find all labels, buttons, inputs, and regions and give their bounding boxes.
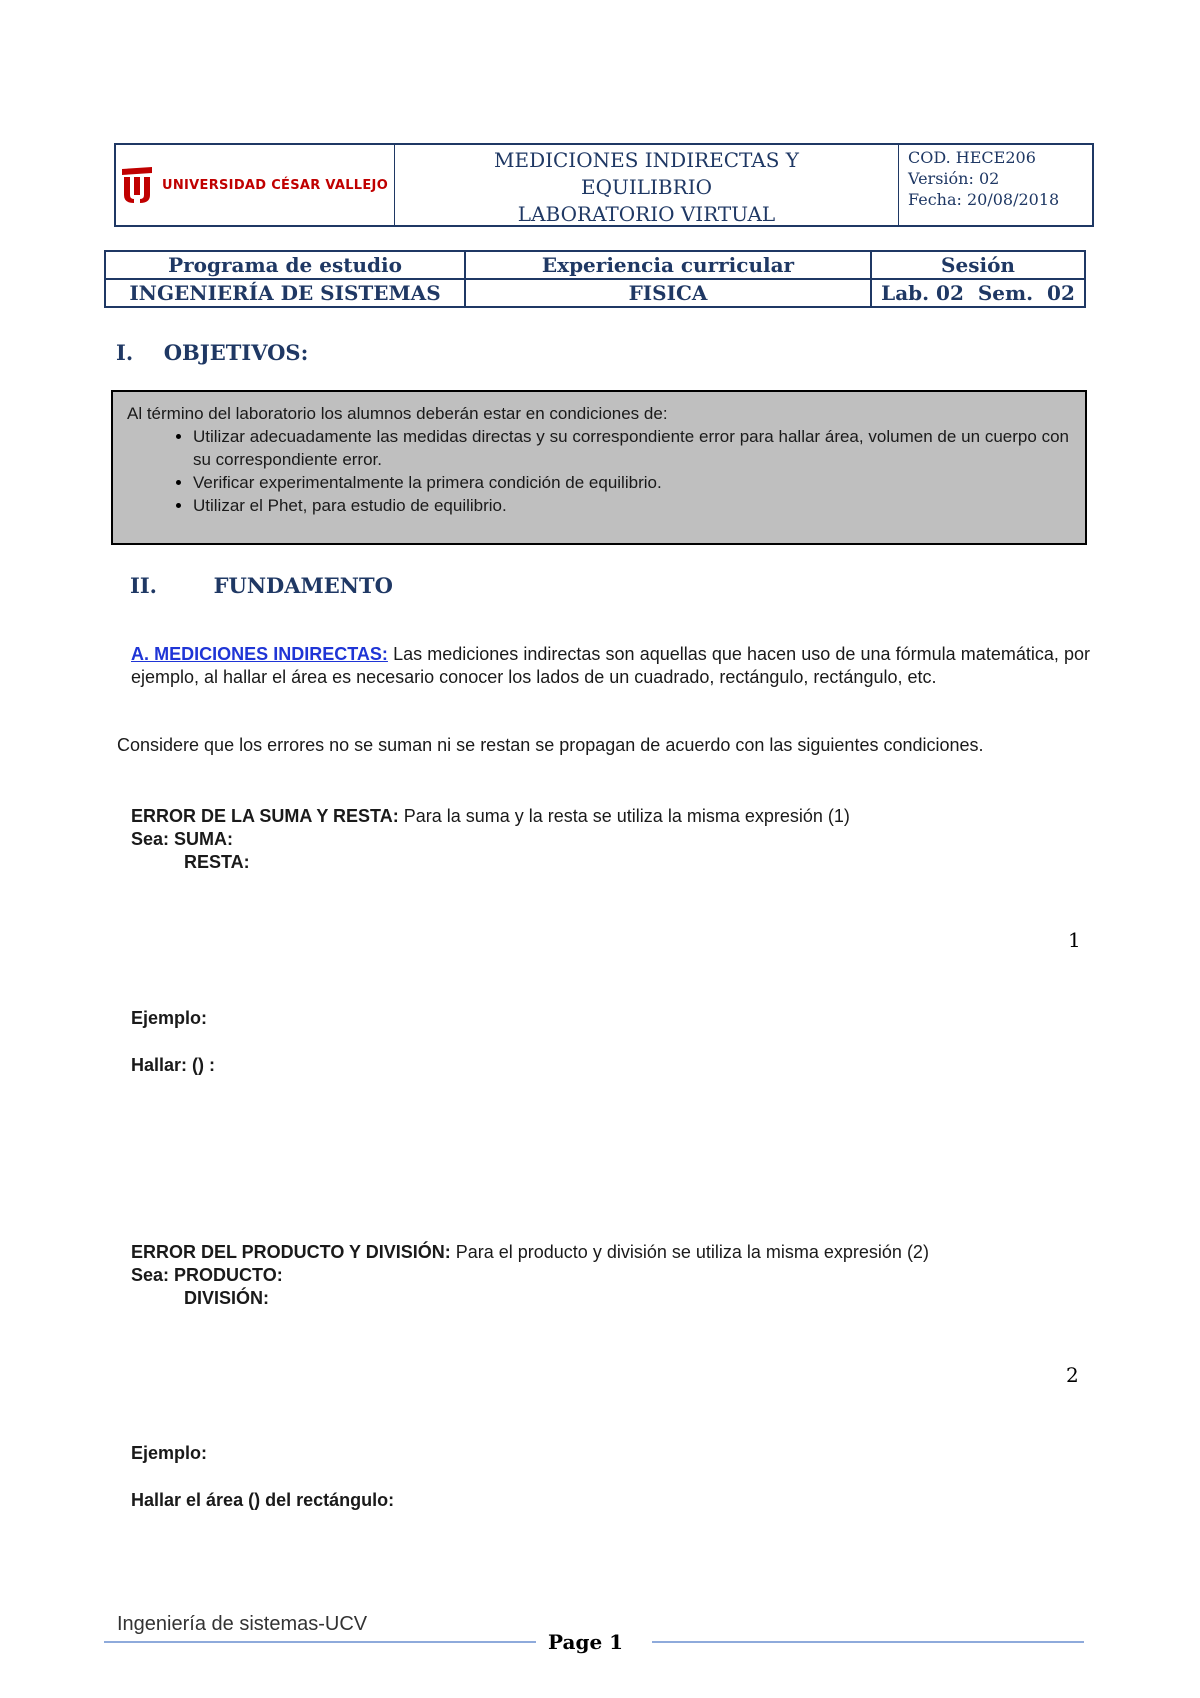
division-label: DIVISIÓN:: [184, 1288, 270, 1308]
error-suma-paragraph: [131, 805, 1090, 828]
error-producto-label: ERROR DEL PRODUCTO Y DIVISIÓN:: [131, 1242, 451, 1262]
doc-code: COD. HECE206: [908, 148, 1036, 167]
mediciones-indirectas-link[interactable]: A. MEDICIONES INDIRECTAS:: [131, 644, 388, 664]
sea-suma: Sea: SUMA:: [131, 829, 234, 849]
resta-label: RESTA:: [184, 852, 250, 872]
header-programa: Programa de estudio: [105, 251, 465, 279]
program-table-value-row: [105, 279, 1085, 307]
sea-producto: Sea: PRODUCTO:: [131, 1265, 283, 1285]
header-experiencia: Experiencia curricular: [465, 251, 871, 279]
logo-cell: [116, 145, 395, 225]
section-2-heading: [130, 573, 393, 598]
title-line-3: LABORATORIO VIRTUAL: [517, 202, 776, 226]
university-logo: [120, 165, 388, 205]
value-experiencia: FISICA: [465, 279, 871, 307]
objective-item: • Verificar experimentalmente la primera condición de equilibrio.: [193, 471, 1069, 494]
document-header: [114, 143, 1094, 227]
doc-date: Fecha: 20/08/2018: [908, 190, 1060, 209]
section-2-title: FUNDAMENTO: [213, 573, 393, 598]
objectives-box: [111, 390, 1087, 545]
mediciones-indirectas-text: Las mediciones indirectas son aquellas que hacen uso de una fórmula matemática, por ejemplo, al hallar el área es necesario conocer los lados de un cuadrado, rectángulo, rectángulo, etc.: [131, 644, 1090, 687]
value-programa: INGENIERÍA DE SISTEMAS: [105, 279, 465, 307]
considere-paragraph: Considere que los errores no se suman ni se restan se propagan de acuerdo con las siguientes condiciones.: [117, 735, 984, 755]
title-line-1: MEDICIONES INDIRECTAS Y: [493, 148, 800, 172]
ucv-emblem-icon: [120, 165, 154, 205]
doc-version: Versión: 02: [908, 169, 1000, 188]
footer-text: Ingeniería de sistemas-UCV: [117, 1613, 368, 1635]
equation-number-1: 1: [1068, 928, 1081, 952]
objective-item: • Utilizar el Phet, para estudio de equilibrio.: [193, 494, 1069, 517]
ejemplo-1: Ejemplo:: [131, 1008, 208, 1028]
header-sesion: Sesión: [871, 251, 1085, 279]
footer-divider-left: [104, 1641, 536, 1643]
error-suma-text: Para la suma y la resta se utiliza la misma expresión (1): [398, 806, 850, 826]
logo-text: UNIVERSIDAD CÉSAR VALLEJO: [162, 177, 389, 193]
document-title: [395, 145, 899, 225]
objectives-intro: Al término del laboratorio los alumnos deberán estar en condiciones de:: [127, 404, 668, 423]
section-1-heading: [116, 340, 308, 365]
section-1-title: OBJETIVOS:: [163, 340, 309, 365]
mediciones-indirectas-paragraph: [131, 643, 1090, 689]
section-2-number: II.: [130, 573, 157, 598]
hallar-1: Hallar: () :: [131, 1055, 216, 1075]
hallar-2: Hallar el área () del rectángulo:: [131, 1490, 395, 1510]
footer-divider-right: [652, 1641, 1084, 1643]
value-sesion: Lab. 02 Sem. 02: [871, 279, 1085, 307]
error-producto-paragraph: [131, 1241, 1090, 1264]
program-table: [104, 250, 1086, 308]
error-producto-text: Para el producto y división se utiliza la misma expresión (2): [450, 1242, 929, 1262]
error-suma-label: ERROR DE LA SUMA Y RESTA:: [131, 806, 399, 826]
section-1-number: I.: [116, 340, 134, 365]
title-line-2: EQUILIBRIO: [581, 175, 712, 199]
program-table-header-row: [105, 251, 1085, 279]
page-number: Page 1: [548, 1630, 624, 1654]
ejemplo-2: Ejemplo:: [131, 1443, 208, 1463]
objectives-list: [127, 425, 1069, 517]
equation-number-2: 2: [1066, 1363, 1079, 1387]
objective-item: • Utilizar adecuadamente las medidas directas y su correspondiente error para hallar área, volumen de un cuerpo con su correspondiente error.: [193, 425, 1069, 471]
document-meta: [899, 145, 1092, 225]
